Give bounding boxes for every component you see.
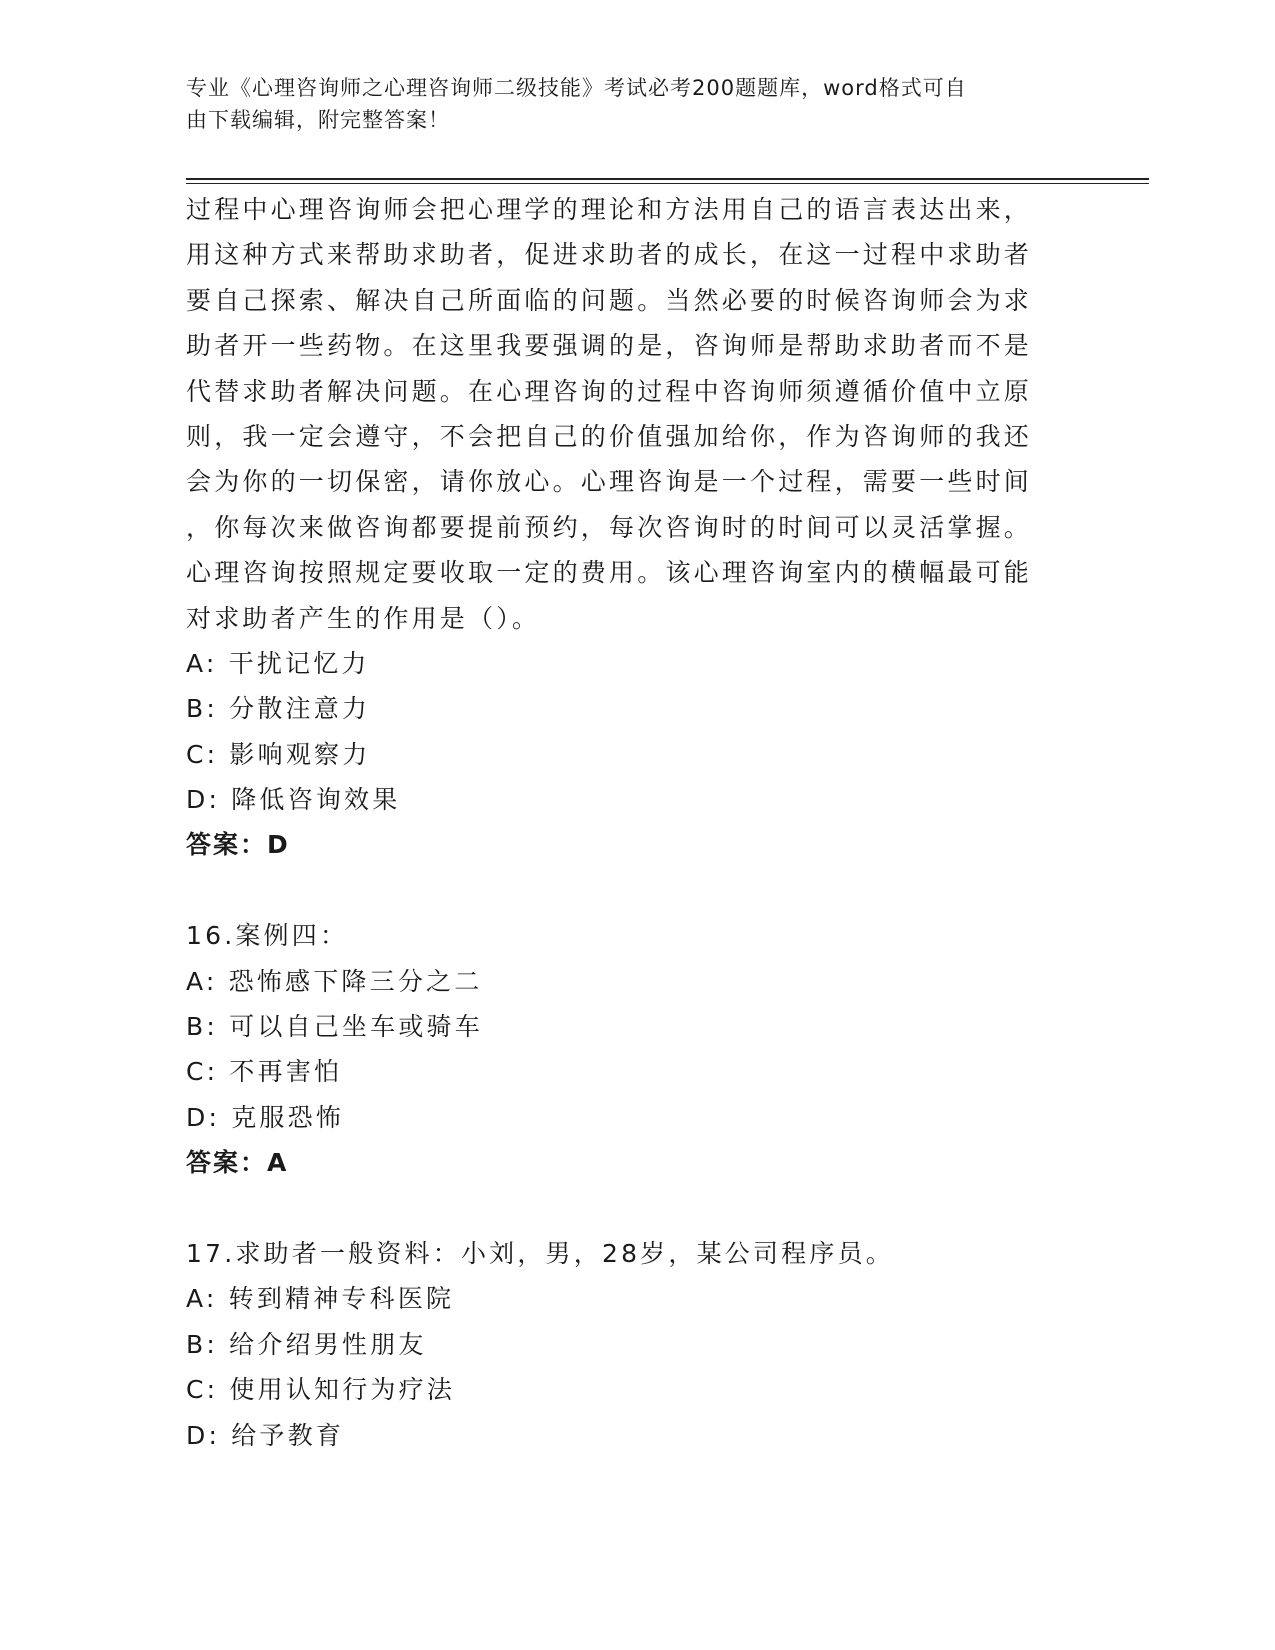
option-d: D: 克服恐怖 xyxy=(186,1102,345,1132)
header-line-2: 由下载编辑，附完整答案！ xyxy=(186,108,450,132)
option-d: D: 降低咨询效果 xyxy=(186,785,401,815)
page-header xyxy=(186,72,1066,136)
header-divider-thin xyxy=(186,183,1149,184)
answer-label: 答案：D xyxy=(186,830,290,860)
option-a: A: 干扰记忆力 xyxy=(186,648,370,678)
answer-label: 答案：A xyxy=(186,1148,289,1178)
passage-line: 对求助者产生的作用是（）。 xyxy=(186,603,541,633)
option-b: B: 可以自己坐车或骑车 xyxy=(186,1012,483,1042)
passage-line: 助者开一些药物。在这里我要强调的是，咨询师是帮助求助者而不是 xyxy=(186,331,1033,361)
question-title: 17.求助者一般资料：小刘，男，28岁，某公司程序员。 xyxy=(186,1238,894,1268)
question-16 xyxy=(186,913,1066,1185)
option-c: C: 使用认知行为疗法 xyxy=(186,1375,456,1405)
spacer xyxy=(186,868,1066,913)
option-a: A: 恐怖感下降三分之二 xyxy=(186,966,483,996)
passage-line: 会为你的一切保密，请你放心。心理咨询是一个过程，需要一些时间 xyxy=(186,467,1033,497)
passage-line: 要自己探索、解决自己所面临的问题。当然必要的时候咨询师会为求 xyxy=(186,285,1033,315)
header-divider-thick xyxy=(186,178,1149,180)
option-c: C: 影响观察力 xyxy=(186,739,371,769)
passage-line: 用这种方式来帮助求助者，促进求助者的成长，在这一过程中求助者 xyxy=(186,240,1033,270)
passage-line: 代替求助者解决问题。在心理咨询的过程中咨询师须遵循价值中立原 xyxy=(186,376,1033,406)
document-body xyxy=(186,187,1066,1458)
option-c: C: 不再害怕 xyxy=(186,1057,343,1087)
option-b: B: 给介绍男性朋友 xyxy=(186,1329,427,1359)
passage-line: ，你每次来做咨询都要提前预约，每次咨询时的时间可以灵活掌握。 xyxy=(186,512,1033,542)
option-b: B: 分散注意力 xyxy=(186,694,371,724)
question-title: 16.案例四： xyxy=(186,921,349,951)
question-15-passage xyxy=(186,187,1066,641)
header-line-1: 专业《心理咨询师之心理咨询师二级技能》考试必考200题题库，word格式可自 xyxy=(186,76,967,100)
passage-line: 则，我一定会遵守，不会把自己的价值强加给你，作为咨询师的我还 xyxy=(186,421,1033,451)
question-15-options xyxy=(186,641,1066,868)
option-d: D: 给予教育 xyxy=(186,1420,345,1450)
passage-line: 过程中心理咨询师会把心理学的理论和方法用自己的语言表达出来， xyxy=(186,195,1033,224)
question-17 xyxy=(186,1231,1066,1458)
option-a: A: 转到精神专科医院 xyxy=(186,1284,455,1314)
spacer xyxy=(186,1186,1066,1231)
passage-line: 心理咨询按照规定要收取一定的费用。该心理咨询室内的横幅最可能 xyxy=(186,558,1033,588)
